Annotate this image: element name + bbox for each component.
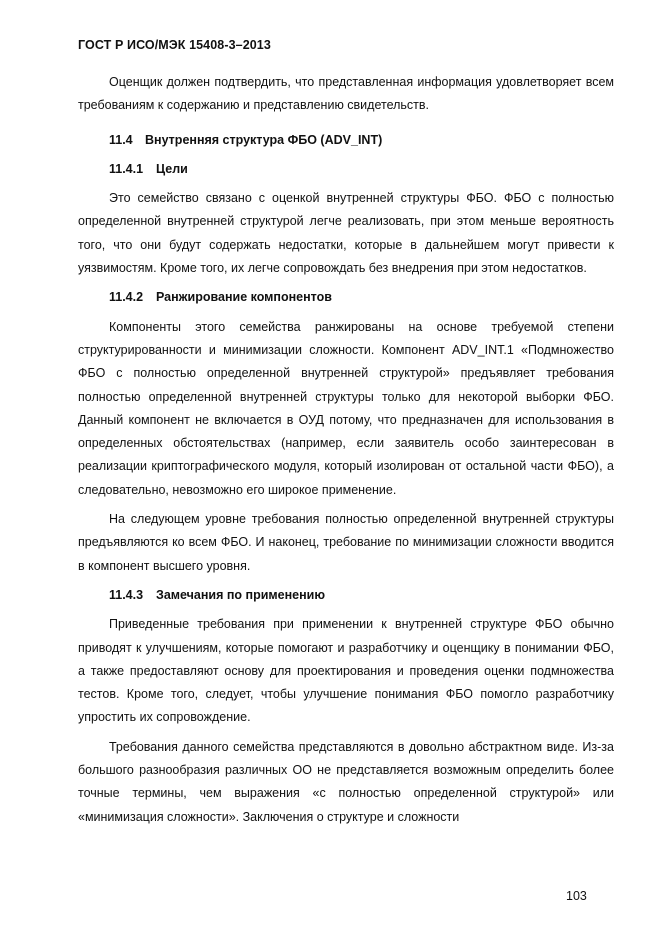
notes-paragraph-2: Требования данного семейства представляются в довольно абстрактном виде. Из-за большого разнообразия различных ОО не представляется возможным определить более точные термины, чем выражения «с полностью определенной структурой» или «минимизация сложности». Заключения о структуре и сложности (78, 739, 614, 824)
section-heading (78, 129, 614, 152)
notes-heading (78, 584, 614, 607)
notes-title: Замечания по применению (156, 587, 326, 602)
section-title: Внутренняя структура ФБО (ADV_INT) (145, 132, 383, 147)
levelling-number: 11.4.2 (109, 290, 144, 305)
notes-number: 11.4.3 (109, 587, 144, 602)
objectives-title: Цели (156, 161, 188, 176)
levelling-paragraph-2: На следующем уровне требования полностью определенной внутренней структуры предъявляются ко всем ФБО. И наконец, требование по минимизации сложности вводится в компонент высшего уровня. (78, 512, 614, 573)
standard-header: ГОСТ Р ИСО/МЭК 15408-3–2013 (78, 38, 271, 52)
objectives-number: 11.4.1 (109, 161, 144, 176)
objectives-heading (78, 158, 614, 181)
objectives-paragraph: Это семейство связано с оценкой внутренней структуры ФБО. ФБО с полностью определенной внутренней структурой легче реализовать, при этом меньше вероятность того, что они будут содержать недостатки, которые в дальнейшем могут привести к уязвимостям. Кроме того, их легче сопровождать без внедрения при этом недостатков. (78, 191, 614, 276)
page-number: 103 (566, 889, 587, 903)
levelling-paragraph-1: Компоненты этого семейства ранжированы на основе требуемой степени структурированности и минимизации сложности. Компонент ADV_INT.1 «Подмножество ФБО с полностью определенной внутренней структурой» предъявляет требования полностью определенной внутренней структуры только для некоторой выборки ФБО. Данный компонент не включается в ОУД потому, что предназначен для использования в определенных обстоятельствах (например, если заявитель особо заинтересован в реализации криптографического модуля, который изолирован от остальной части ФБО), а следовательно, невозможно его широкое применение. (78, 319, 614, 497)
levelling-title: Ранжирование компонентов (156, 290, 332, 305)
document-body (78, 71, 614, 829)
notes-paragraph-1: Приведенные требования при применении к внутренней структуре ФБО обычно приводят к улучшениям, которые помогают и разработчику и оценщику в понимании ФБО, а также предоставляют основу для проектирования и проведения оценки подмножества тестов. Кроме того, следует, чтобы улучшение понимания ФБО помогло разработчику упростить их сопровождение. (78, 617, 614, 725)
intro-paragraph: Оценщик должен подтвердить, что представленная информация удовлетворяет всем требованиям к содержанию и представлению свидетельств. (78, 75, 614, 113)
section-number: 11.4 (109, 132, 133, 147)
levelling-heading (78, 286, 614, 309)
